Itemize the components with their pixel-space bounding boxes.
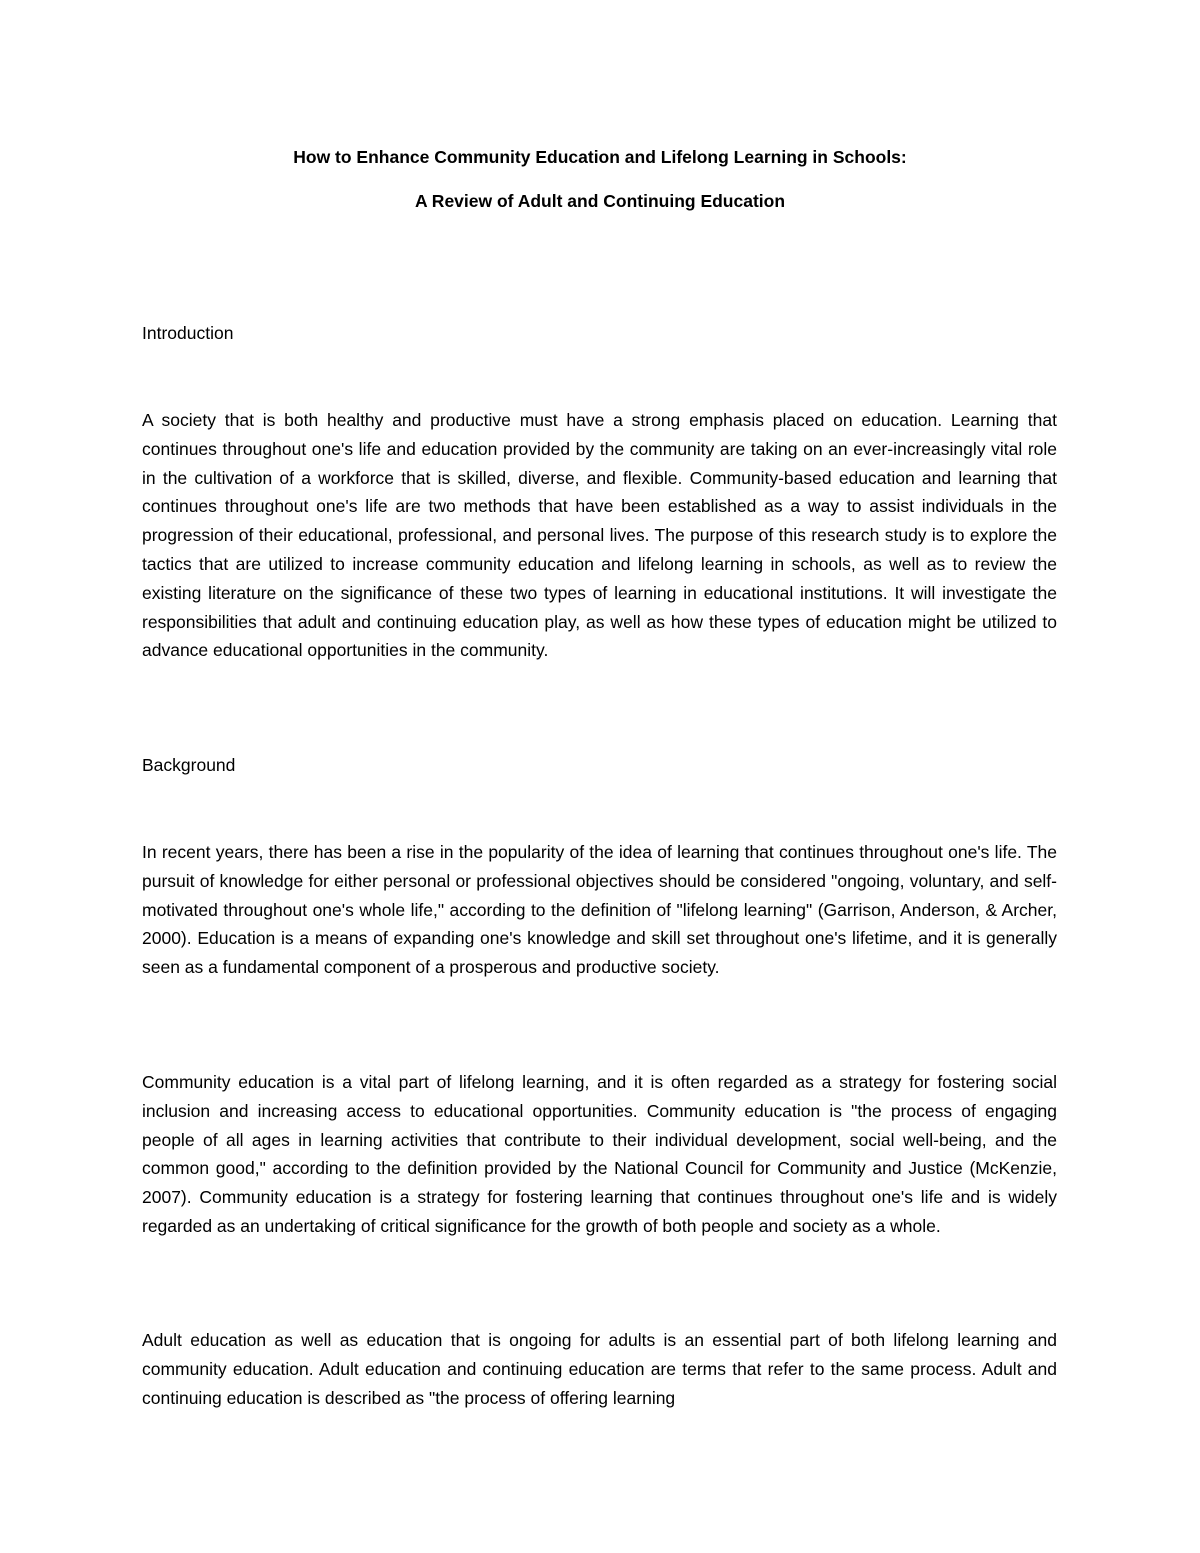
background-paragraph-1: In recent years, there has been a rise in the popularity of the idea of learning that continues throughout one's life. The pursuit of knowledge for either personal or professional objectives should be considered "ongoing, voluntary, and self-motivated throughout one's whole life," according to the definition of "lifelong learning" (Garrison, Anderson, & Archer, 2000). Education is a means of expanding one's knowledge and skill set throughout one's lifetime, and it is generally seen as a fundamental component of a prosperous and productive society.: [142, 842, 1057, 978]
section-heading-background: Background: [142, 755, 236, 775]
background-paragraph-2: Community education is a vital part of lifelong learning, and it is often regarded as a strategy for fostering social inclusion and increasing access to educational opportunities. Community education is "the process of engaging people of all ages in learning activities that contribute to their individual development, social well-being, and the common good," according to the definition provided by the National Council for Community and Justice (McKenzie, 2007). Community education is a strategy for fostering learning that continues throughout one's life and is widely regarded as an undertaking of critical significance for the growth of both people and society as a whole.: [142, 1072, 1057, 1236]
document-title: How to Enhance Community Education and Lifelong Learning in Schools:: [293, 147, 907, 167]
background-paragraph-3: Adult education as well as education that is ongoing for adults is an essential part of both lifelong learning and community education. Adult education and continuing education are terms that refer to the same process. Adult and continuing education is described as "the process of offering learning: [142, 1330, 1057, 1408]
section-heading-introduction: Introduction: [142, 323, 234, 343]
introduction-paragraph: A society that is both healthy and productive must have a strong emphasis placed on education. Learning that continues throughout one's life and education provided by the community are taking on an ever-increasingly vital role in the cultivation of a workforce that is skilled, diverse, and flexible. Community-based education and learning that continues throughout one's life are two methods that have been established as a way to assist individuals in the progression of their educational, professional, and personal lives. The purpose of this research study is to explore the tactics that are utilized to increase community education and lifelong learning in schools, as well as to review the existing literature on the significance of these two types of learning in educational institutions. It will investigate the responsibilities that adult and continuing education play, as well as how these types of education might be utilized to advance educational opportunities in the community.: [142, 410, 1057, 661]
document-subtitle: A Review of Adult and Continuing Education: [414, 191, 786, 211]
